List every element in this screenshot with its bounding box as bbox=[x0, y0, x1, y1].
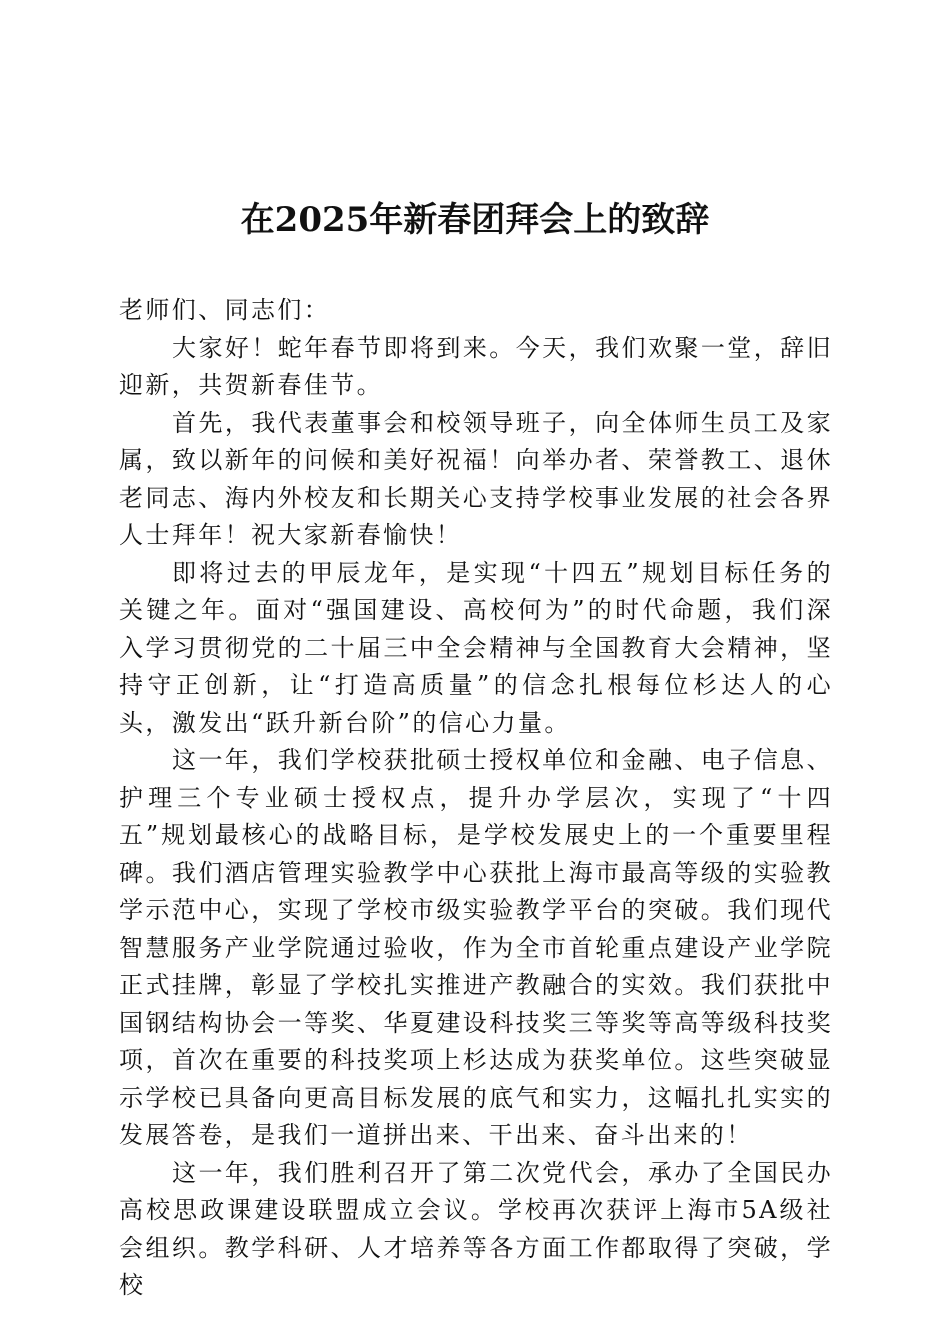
document-title: 在2025年新春团拜会上的致辞 bbox=[240, 200, 710, 240]
document-body bbox=[119, 292, 833, 1305]
paragraph-achievements: 这一年，我们学校获批硕士授权单位和金融、电子信息、护理三个专业硕士授权点，提升办学层次，实现了“十四五”规划最核心的战略目标，是学校发展史上的一个重要里程碑。我们酒店管理实验教学中心获批上海市最高等级的实验教学示范中心，实现了学校市级实验教学平台的突破。我们现代智慧服务产业学院通过验收，作为全市首轮重点建设产业学院正式挂牌，彰显了学校扎实推进产教融合的实效。我们获批中国钢结构协会一等奖、华夏建设科技奖三等奖等高等级科技奖项，首次在重要的科技奖项上杉达成为获奖单位。这些突破显示学校已具备向更高目标发展的底气和实力，这幅扎扎实实的发展答卷，是我们一道拼出来、干出来、奋斗出来的！ bbox=[119, 746, 833, 1149]
paragraph-greeting: 大家好！蛇年春节即将到来。今天，我们欢聚一堂，辞旧迎新，共贺新春佳节。 bbox=[119, 333, 833, 399]
salutation: 老师们、同志们： bbox=[119, 296, 331, 324]
paragraph-past-year: 即将过去的甲辰龙年，是实现“十四五”规划目标任务的关键之年。面对“强国建设、高校何为”的时代命题，我们深入学习贯彻党的二十届三中全会精神与全国教育大会精神，坚持守正创新，让“打造高质量”的信念扎根每位杉达人的心头，激发出“跃升新台阶”的信心力量。 bbox=[119, 558, 833, 737]
paragraph-wishes: 首先，我代表董事会和校领导班子，向全体师生员工及家属，致以新年的问候和美好祝福！向举办者、荣誉教工、退休老同志、海内外校友和长期关心支持学校事业发展的社会各界人士拜年！祝大家新春愉快！ bbox=[119, 408, 833, 549]
paragraph-party-congress: 这一年，我们胜利召开了第二次党代会，承办了全国民办高校思政课建设联盟成立会议。学校再次获评上海市5A级社会组织。教学科研、人才培养等各方面工作都取得了突破，学校 bbox=[119, 1158, 833, 1299]
